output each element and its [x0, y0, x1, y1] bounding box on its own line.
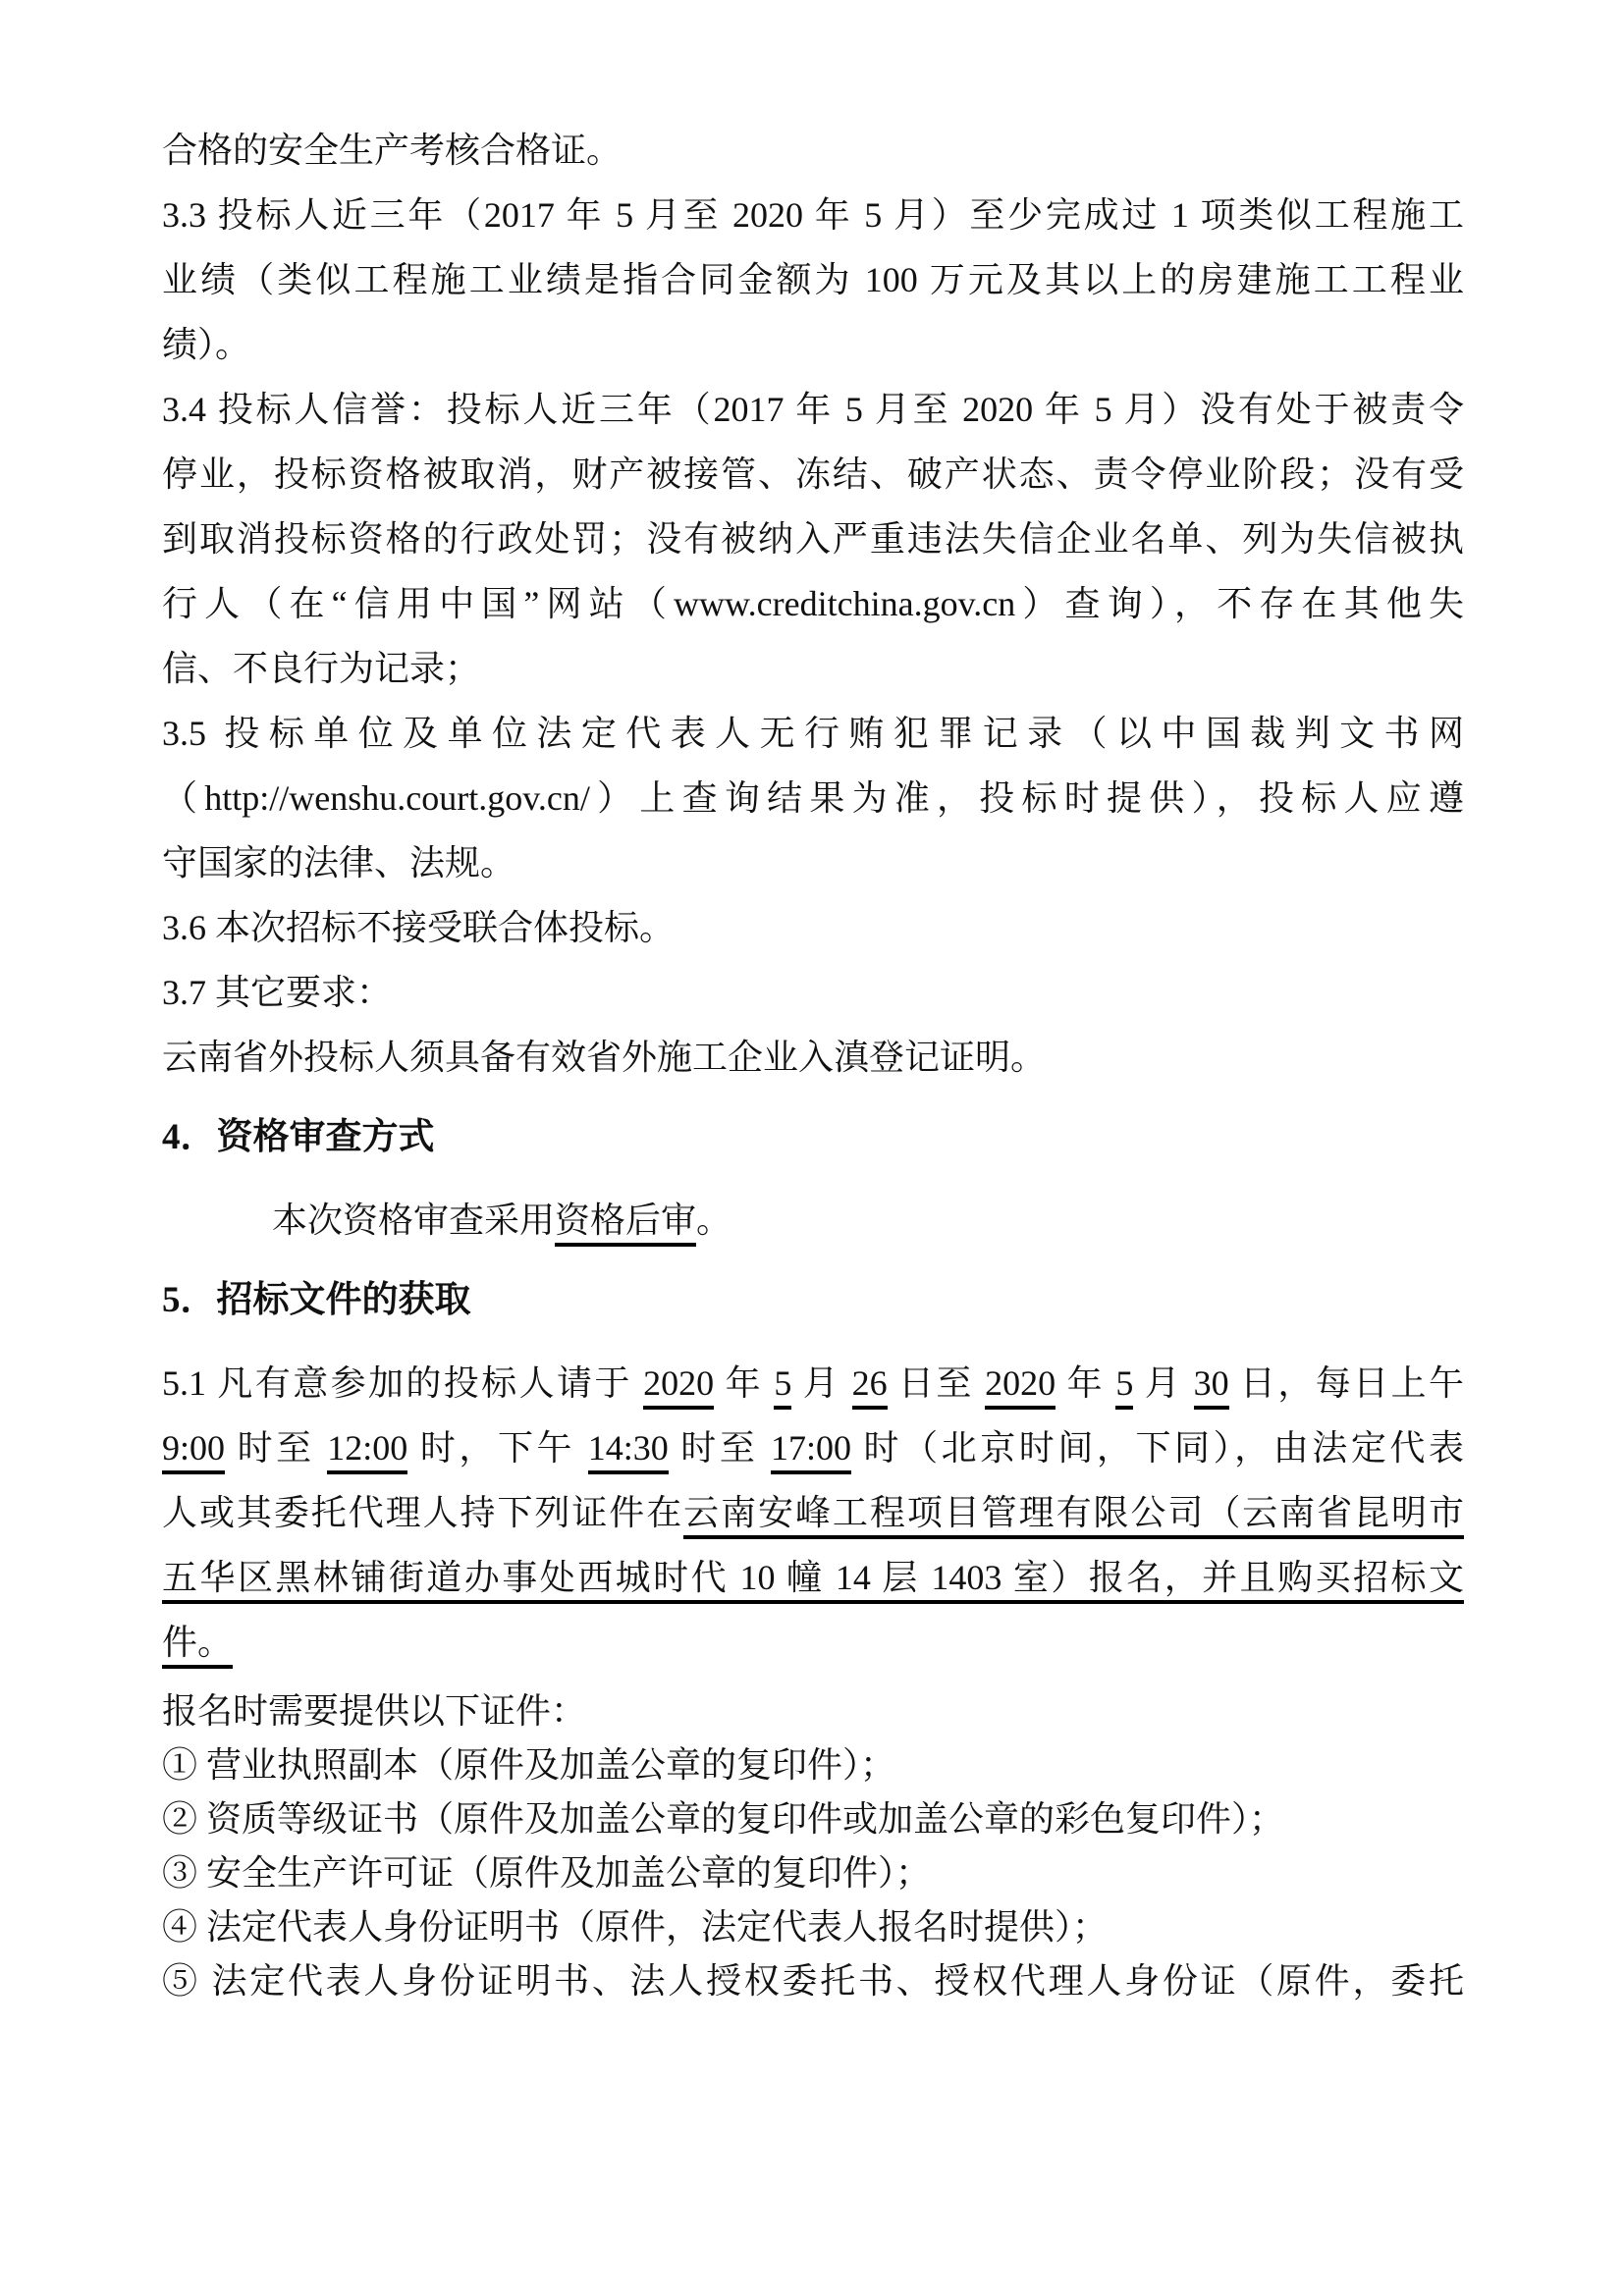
text-segment: 3.4 投标人信誉：投标人近三年（2017 年 5 月至 2020 年 5 月）没有处于被责令 [162, 390, 1464, 429]
text-segment: 。 [696, 1201, 732, 1240]
section-heading [162, 1268, 1464, 1333]
text-segment: （http://wenshu.court.gov.cn/）上查询结果为准，投标时提供），投标人应遵 [162, 778, 1464, 818]
text-line [162, 571, 1464, 636]
text-segment: ⑤ 法定代表人身份证明书、法人授权委托书、授权代理人身份证（原件，委托 [162, 1961, 1464, 2001]
underlined-text: 9:00 [162, 1428, 225, 1474]
text-segment: 时至 [225, 1428, 328, 1468]
text-segment: 3.5 投标单位及单位法定代表人无行贿犯罪记录（以中国裁判文书网 [162, 714, 1464, 753]
list-item [162, 1738, 1464, 1792]
text-line [162, 442, 1464, 507]
text-line [162, 1351, 1464, 1415]
text-line [162, 830, 1464, 895]
document-content [162, 118, 1464, 2008]
text-segment: 停业，投标资格被取消，财产被接管、冻结、破产状态、责令停业阶段；没有受 [162, 454, 1464, 494]
text-line [162, 1610, 1464, 1675]
text-line [162, 312, 1464, 377]
text-line [162, 118, 1464, 183]
text-line [162, 1025, 1464, 1090]
text-segment: ④ 法定代表人身份证明书（原件，法定代表人报名时提供）； [162, 1907, 1109, 1947]
text-segment: 月 [1133, 1363, 1194, 1403]
text-segment: 年 [1056, 1363, 1116, 1403]
text-line [162, 377, 1464, 442]
text-segment: 4．资格审查方式 [162, 1117, 435, 1157]
text-line [162, 960, 1464, 1025]
text-segment: 到取消投标资格的行政处罚；没有被纳入严重违法失信企业名单、列为失信被执 [162, 519, 1464, 559]
underlined-text: 5 [1115, 1363, 1133, 1410]
text-line [162, 1545, 1464, 1610]
list-item [162, 1792, 1464, 1846]
text-segment: 时（北京时间，下同），由法定代表 [850, 1428, 1464, 1468]
text-segment: 3.3 投标人近三年（2017 年 5 月至 2020 年 5 月）至少完成过 1 项类似工程施工 [162, 195, 1464, 235]
underlined-text: 12:00 [327, 1428, 407, 1474]
text-line [162, 895, 1464, 960]
underlined-text: 2020 [985, 1363, 1056, 1410]
text-segment: 日至 [887, 1363, 986, 1403]
underlined-text: 资格后审 [555, 1201, 696, 1247]
text-line [162, 1684, 1464, 1738]
text-segment: 行人（在“信用中国”网站（www.creditchina.gov.cn）查询），不存在其他失 [162, 584, 1464, 623]
text-segment: 业绩（类似工程施工业绩是指合同金额为 100 万元及其以上的房建施工工程业 [162, 260, 1464, 299]
text-line [162, 1480, 1464, 1545]
text-segment: 3.7 其它要求： [162, 973, 393, 1012]
text-segment: 人或其委托代理人持下列证件在 [162, 1493, 684, 1532]
underlined-text: 云南安峰工程项目管理有限公司（云南省昆明市 [683, 1493, 1464, 1539]
text-segment: 时至 [668, 1428, 771, 1468]
underlined-text: 件。 [162, 1623, 233, 1669]
text-line [162, 701, 1464, 766]
text-line [162, 247, 1464, 312]
underlined-text: 30 [1194, 1363, 1229, 1410]
text-segment: 绩）。 [162, 325, 251, 364]
underlined-text: 26 [852, 1363, 888, 1410]
text-segment: 年 [714, 1363, 775, 1403]
text-segment: 时，下午 [407, 1428, 588, 1468]
text-segment: 本次资格审查采用 [272, 1201, 556, 1240]
text-segment: 守国家的法律、法规。 [162, 843, 516, 882]
text-segment: 月 [791, 1363, 852, 1403]
text-line [162, 507, 1464, 571]
underlined-text: 14:30 [588, 1428, 669, 1474]
text-segment: 5.1 凡有意参加的投标人请于 [162, 1363, 644, 1403]
text-line [162, 1415, 1464, 1480]
text-line [162, 1188, 1464, 1253]
text-segment: 日，每日上午 [1228, 1363, 1464, 1403]
text-segment: ① 营业执照副本（原件及加盖公章的复印件）； [162, 1745, 896, 1785]
section-heading [162, 1105, 1464, 1170]
text-segment: 云南省外投标人须具备有效省外施工企业入滇登记证明。 [162, 1038, 1047, 1077]
list-item [162, 1954, 1464, 2008]
text-line [162, 183, 1464, 247]
text-segment: ③ 安全生产许可证（原件及加盖公章的复印件）； [162, 1853, 932, 1893]
text-segment: 信、不良行为记录； [162, 649, 481, 688]
text-segment: 报名时需要提供以下证件： [162, 1691, 587, 1731]
text-line [162, 766, 1464, 830]
underlined-text: 2020 [643, 1363, 714, 1410]
text-segment: ② 资质等级证书（原件及加盖公章的复印件或加盖公章的彩色复印件）； [162, 1799, 1285, 1839]
list-item [162, 1846, 1464, 1900]
text-segment: 5．招标文件的获取 [162, 1280, 471, 1320]
underlined-text: 17:00 [771, 1428, 851, 1474]
underlined-text: 五华区黑林铺街道办事处西城时代 10 幢 14 层 1403 室）报名，并且购买招标文 [162, 1558, 1464, 1604]
text-line [162, 636, 1464, 701]
underlined-text: 5 [774, 1363, 791, 1410]
text-segment: 合格的安全生产考核合格证。 [162, 131, 623, 170]
text-segment: 3.6 本次招标不接受联合体投标。 [162, 908, 676, 947]
list-item [162, 1900, 1464, 1954]
